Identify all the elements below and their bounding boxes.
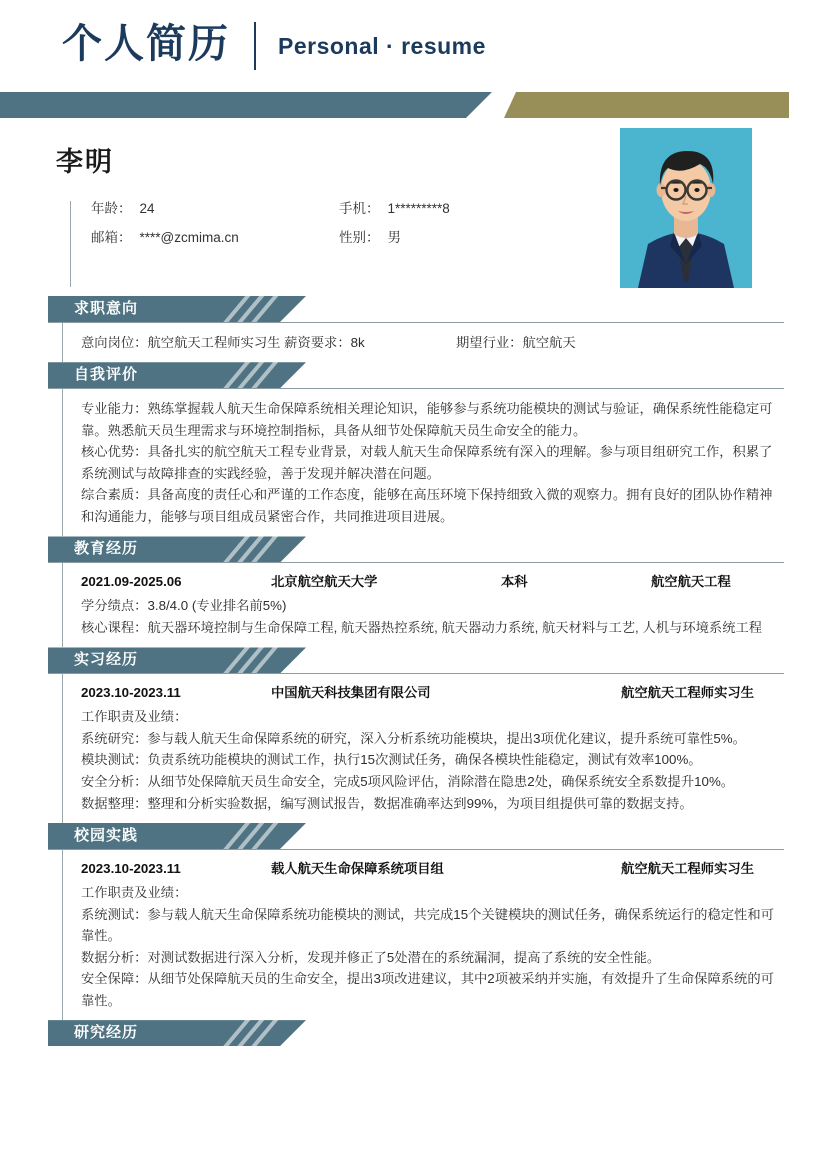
diagonal-stripes-icon	[208, 823, 282, 849]
self-evaluation-paragraph: 综合素质：具备高度的责任心和严谨的工作态度，能够在高压环境下保持细致入微的观察力。拥有良好的团队协作精神和沟通能力，能够与项目组成员紧密合作，共同推进项目进展。	[81, 487, 773, 524]
section-campus-practice	[0, 823, 820, 1020]
education-gpa: 学分绩点：3.8/4.0 (专业排名前5%)	[81, 598, 287, 614]
section-body-self-evaluation	[62, 389, 784, 536]
self-evaluation-paragraph: 专业能力：熟练掌握载人航天生命保障系统相关理论知识，能够参与系统功能模块的测试与验证，确保系统性能稳定可靠。熟悉航天员生理需求与环境控制指标，具备从细节处保障航天员生命安全的能力。	[81, 401, 773, 438]
contact-phone	[339, 201, 450, 217]
diagonal-stripes-icon	[208, 296, 282, 322]
diagonal-stripes-icon	[208, 536, 282, 562]
job-intent-salary-value: 8k	[350, 335, 365, 350]
campus-entry-header	[81, 859, 784, 879]
section-body-campus-practice	[62, 850, 784, 1020]
education-courses: 核心课程：航天器环境控制与生命保障工程, 航天器热控系统, 航天器动力系统, 航天材料与工艺, 人机与环境系统工程	[81, 619, 763, 635]
section-body-job-intent	[62, 323, 784, 362]
contact-age-value: 24	[139, 201, 155, 216]
contact-gender-label: 性别：	[339, 230, 380, 246]
education-major: 航空航天工程	[651, 574, 731, 590]
internship-bullet: 数据整理：整理和分析实验数据，编写测试报告，数据准确率达到99%，为项目组提供可靠的数据支持。	[81, 795, 693, 811]
contact-email	[91, 230, 339, 246]
person-name: 李明	[56, 147, 114, 177]
banner-gold-bar	[504, 92, 789, 118]
section-header-education	[48, 536, 306, 562]
campus-company: 载人航天生命保障系统项目组	[271, 861, 444, 877]
section-education	[0, 536, 820, 647]
contact-gender	[339, 230, 401, 246]
contact-email-label: 邮箱：	[91, 230, 132, 246]
job-intent-row	[81, 332, 784, 353]
portrait-photo-icon	[620, 128, 752, 288]
internship-bullet: 模块测试：负责系统功能模块的测试工作，执行15次测试任务，确保各模块性能稳定，测试有效率100%。	[81, 752, 702, 768]
internship-bullet: 系统研究：参与载人航天生命保障系统的研究，深入分析系统功能模块，提出3项优化建议，提升系统可靠性5%。	[81, 730, 746, 746]
contact-gender-value: 男	[387, 230, 401, 246]
internship-date: 2023.10-2023.11	[81, 685, 181, 701]
job-intent-industry	[456, 332, 576, 353]
diagonal-stripes-icon	[208, 362, 282, 388]
section-header-campus-practice	[48, 823, 306, 849]
job-intent-industry-value: 航空航天	[522, 335, 576, 350]
avatar	[620, 128, 752, 288]
section-title: 自我评价	[74, 366, 139, 384]
contact-row	[91, 201, 590, 217]
campus-bullet: 系统测试：参与载人航天生命保障系统功能模块的测试，共完成15个关键模块的测试任务，确保系统运行的稳定性和可靠性。	[81, 906, 774, 944]
masthead	[0, 0, 820, 92]
section-header-research	[48, 1020, 306, 1046]
contact-phone-value: 1*********8	[387, 201, 450, 216]
job-intent-salary-label: 薪资要求：	[284, 335, 351, 350]
section-title: 研究经历	[74, 1024, 139, 1042]
banner-teal-bar	[0, 92, 492, 118]
section-research	[0, 1020, 820, 1046]
section-header-job-intent	[48, 296, 306, 322]
job-intent-position	[81, 332, 456, 353]
internship-company: 中国航天科技集团有限公司	[271, 685, 431, 701]
section-header-internship	[48, 647, 306, 673]
identity-block	[0, 118, 820, 296]
job-intent-industry-label: 期望行业：	[456, 335, 523, 350]
contact-age	[91, 201, 339, 217]
job-intent-position-value: 航空航天工程师实习生	[147, 335, 281, 350]
section-job-intent	[0, 296, 820, 362]
section-body-internship	[62, 674, 784, 823]
internship-bullet: 安全分析：从细节处保障航天员生命安全，完成5项风险评估，消除潜在隐患2处，确保系统安全系数提升10%。	[81, 773, 735, 789]
campus-date: 2023.10-2023.11	[81, 861, 181, 877]
contact-list	[70, 201, 590, 287]
education-school: 北京航空航天大学	[271, 574, 378, 590]
masthead-divider	[254, 22, 256, 70]
section-internship	[0, 647, 820, 823]
section-self-evaluation	[0, 362, 820, 536]
page-title-en: Personal · resume	[278, 32, 486, 59]
section-title: 求职意向	[74, 300, 139, 317]
campus-bullet: 数据分析：对测试数据进行深入分析，发现并修正了5处潜在的系统漏洞，提高了系统的安全性能。	[81, 949, 661, 965]
internship-entry-header	[81, 683, 784, 703]
diagonal-stripes-icon	[208, 1020, 282, 1046]
diagonal-stripes-icon	[208, 647, 282, 673]
section-title: 校园实践	[74, 827, 139, 845]
education-entry-header	[81, 572, 784, 592]
section-title: 实习经历	[74, 651, 139, 669]
self-evaluation-paragraph: 核心优势：具备扎实的航空航天工程专业背景，对载人航天生命保障系统有深入的理解。参与项目组研究工作，积累了系统测试与故障排查的实践经验，善于发现并解决潜在问题。	[81, 444, 773, 481]
page-title-cn: 个人简历	[62, 22, 230, 66]
section-header-self-evaluation	[48, 362, 306, 388]
section-title: 教育经历	[74, 540, 139, 558]
education-date: 2021.09-2025.06	[81, 574, 182, 590]
campus-subheading: 工作职责及业绩：	[81, 884, 188, 900]
campus-bullet: 安全保障：从细节处保障航天员的生命安全，提出3项改进建议，其中2项被采纳并实施，有效提升了生命保障系统的可靠性。	[81, 971, 774, 1008]
internship-role: 航空航天工程师实习生	[621, 685, 754, 701]
contact-phone-label: 手机：	[339, 201, 380, 216]
internship-subheading: 工作职责及业绩：	[81, 709, 188, 725]
education-degree: 本科	[501, 574, 528, 590]
header-banner	[0, 92, 820, 118]
job-intent-position-label: 意向岗位：	[81, 335, 148, 350]
contact-email-value: ****@zcmima.cn	[139, 230, 239, 246]
contact-row	[91, 230, 590, 246]
contact-age-label: 年龄：	[91, 201, 132, 216]
campus-role: 航空航天工程师实习生	[621, 861, 754, 877]
section-body-education	[62, 563, 784, 647]
